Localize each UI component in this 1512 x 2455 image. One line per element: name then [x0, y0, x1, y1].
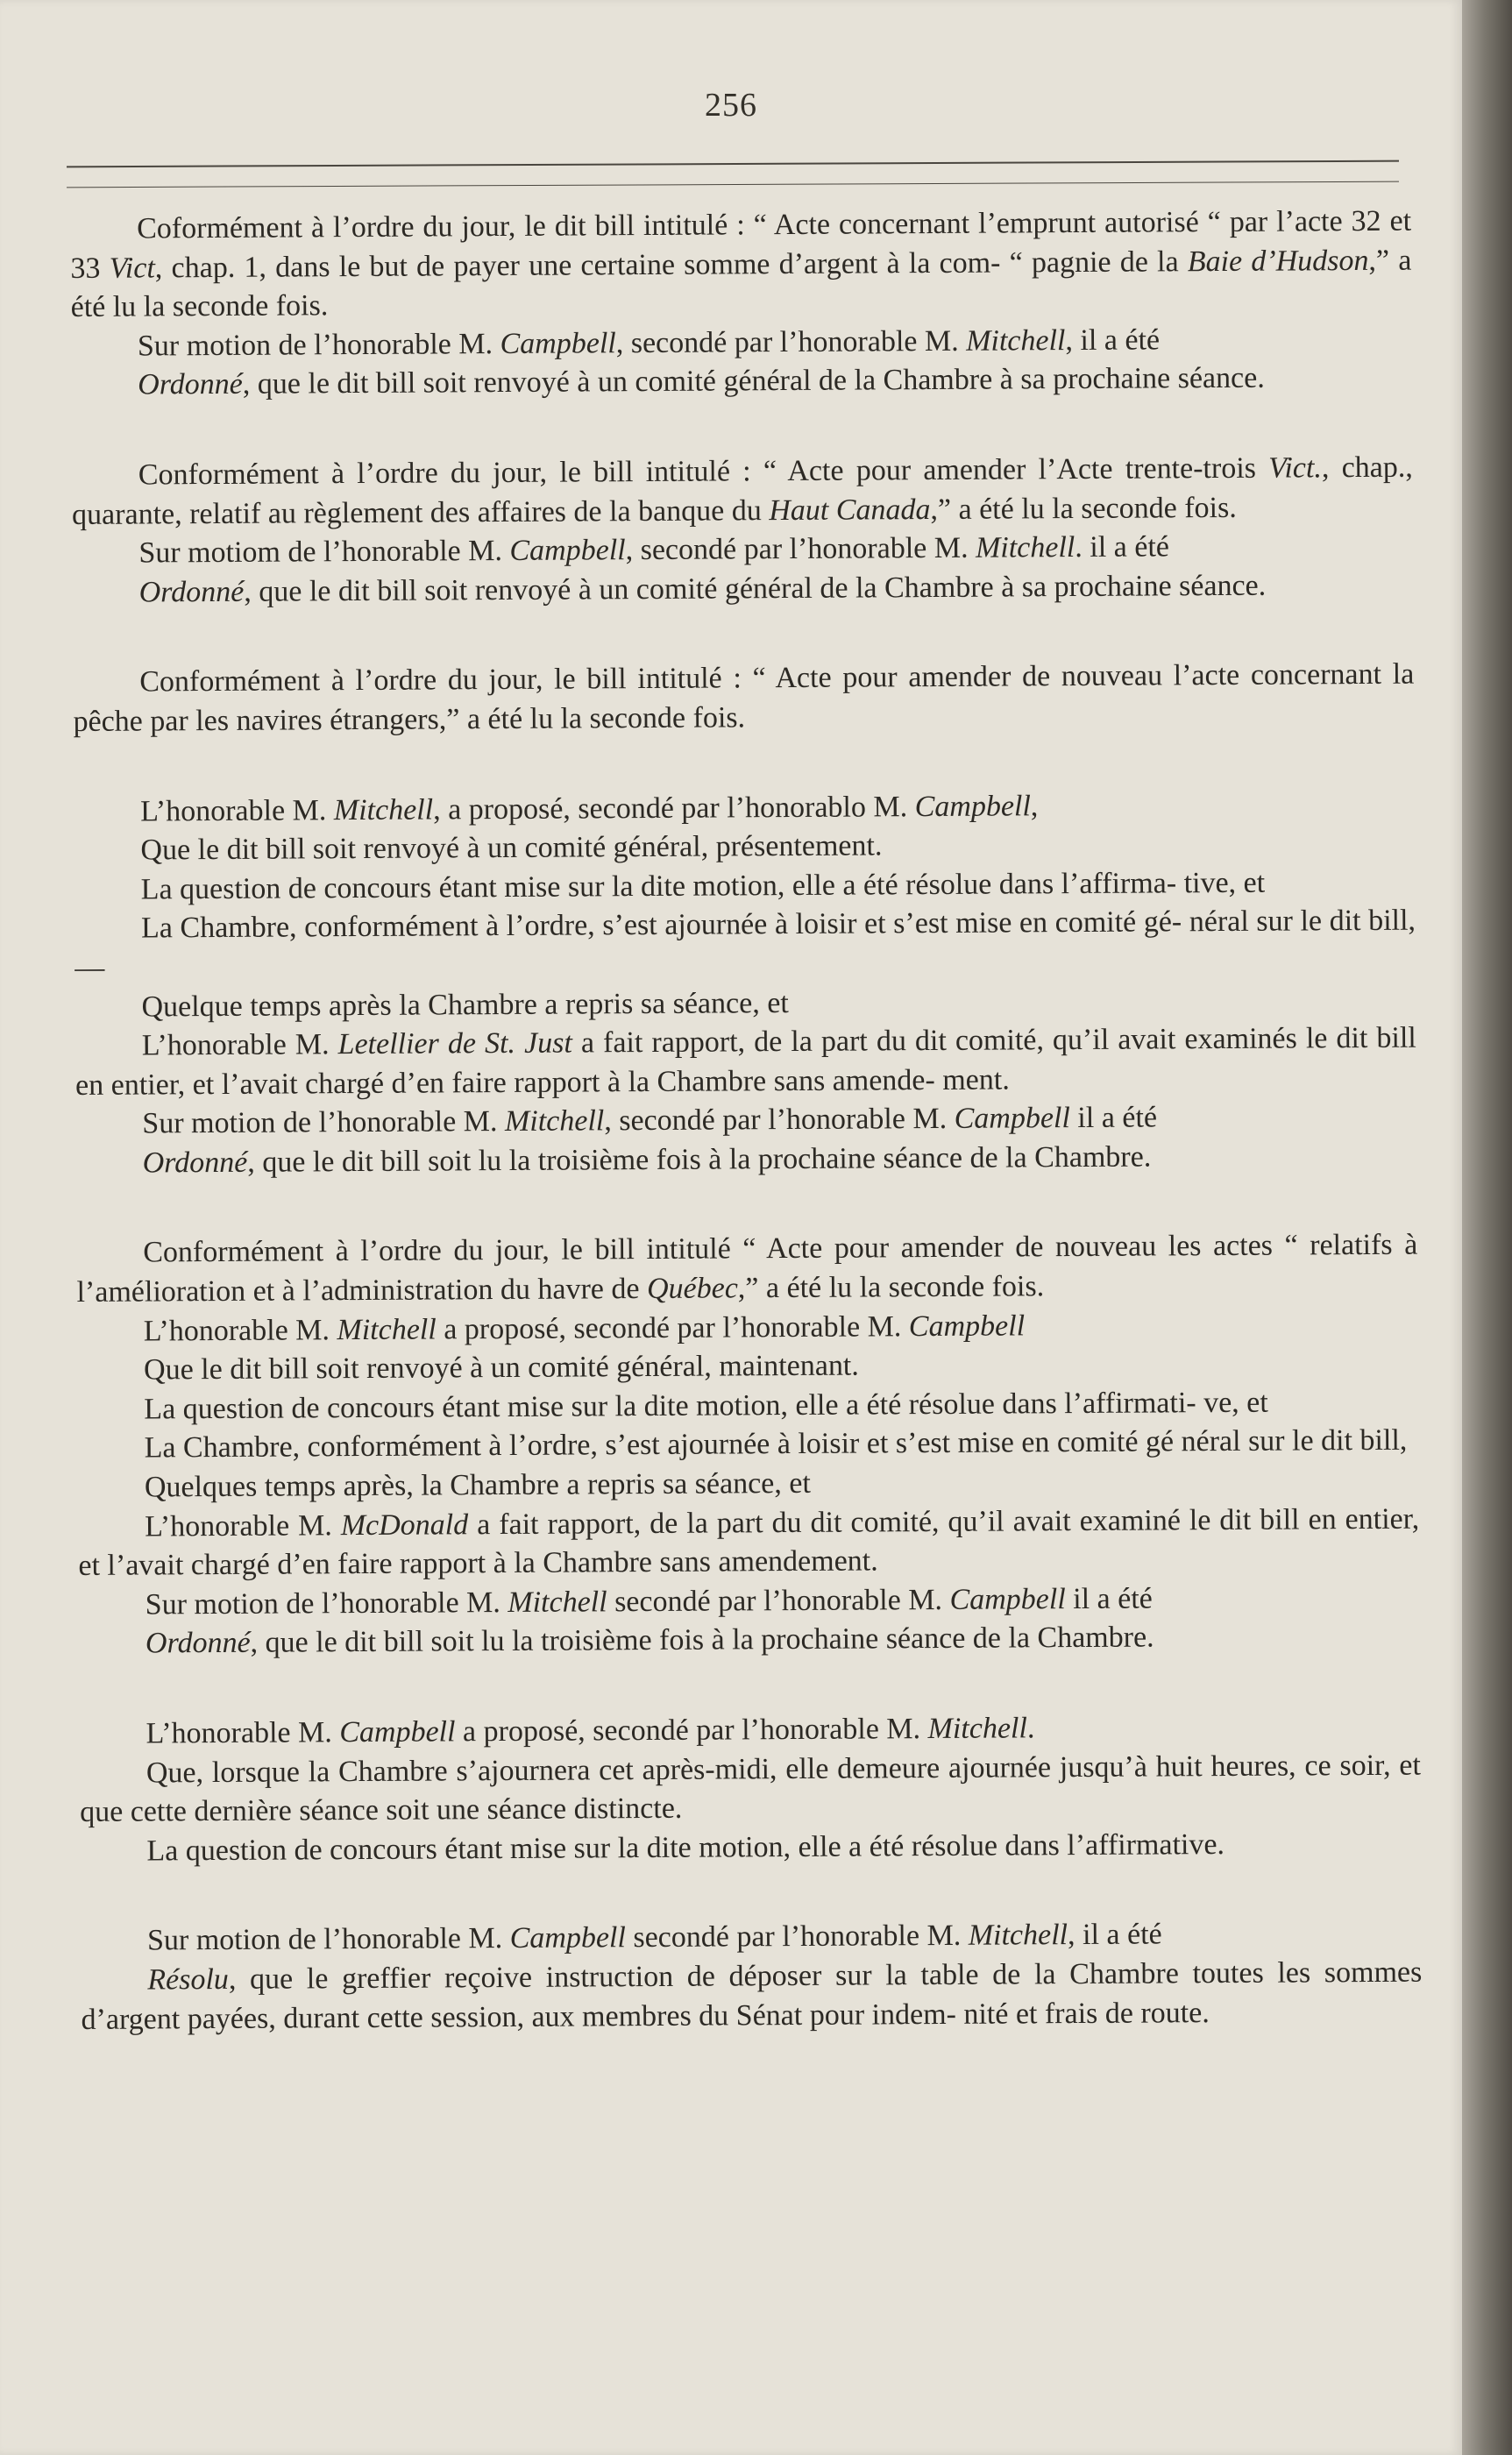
journal-entry	[70, 202, 1412, 406]
text-run: Quelque temps après la Chambre a repris sa séance, et	[141, 986, 789, 1024]
text-run: Que le dit bill soit renvoyé à un comité général, maintenant.	[143, 1349, 859, 1387]
journal-entry	[76, 1226, 1420, 1664]
italic-name: Letellier de St. Just	[337, 1026, 572, 1061]
text-run: .	[1026, 1712, 1035, 1745]
text-run: Que, lorsque la Chambre s’ajournera cet après-midi, elle demeure ajournée jusqu’à huit heures, ce soir, et que cette dernière séance soit une séance distincte.	[80, 1749, 1421, 1829]
italic-name: Campbell	[908, 1309, 1026, 1343]
italic-name: Mitchell	[333, 793, 434, 827]
italic-name: Haut Canada	[769, 493, 931, 527]
text-run: La question de concours étant mise sur la dite motion, elle a été résolue dans l’affirmative.	[146, 1827, 1225, 1868]
header-rule	[67, 160, 1399, 168]
text-run: Coformément à l’ordre du jour, le dit bill intitulé : “ Acte concernant l’emprunt autorisé “ par l’acte 32 et 33	[70, 204, 1412, 285]
text-run: L’honorable M.	[143, 1313, 337, 1348]
italic-name: Ordonné	[142, 1146, 248, 1180]
page-number: 256	[705, 87, 757, 124]
italic-name: Mitchell	[966, 323, 1066, 358]
text-run: , secondé par l’honorable M.	[604, 1103, 955, 1138]
text-run: a fait rapport, de la part du dit comité, qu’il avait examinés le dit bill en entier, et l’avait chargé d’en faire rapport à la Chambre sans amende- ment.	[75, 1021, 1416, 1102]
text-run: ,” a été lu la seconde fois.	[930, 491, 1237, 526]
text-run: , que le dit bill soit renvoyé à un comité général de la Chambre à sa prochaine séance.	[242, 362, 1265, 401]
text-run: Conformément à l’ordre du jour, le bill intitulé : “ Acte pour amender de nouveau l’acte concernant la pêche par les navires étrangers,” a été lu la seconde fois.	[73, 657, 1415, 738]
text-run: L’honorable M.	[146, 1716, 340, 1750]
paragraph	[81, 1954, 1423, 2040]
paragraph	[75, 902, 1416, 989]
text-run: Conformément à l’ordre du jour, le bill intitulé : “ Acte pour amender l’Acte trente-trois	[138, 451, 1269, 492]
text-run: La question de concours étant mise sur la dite motion, elle a été résolue dans l’affirma- tive, et	[140, 866, 1266, 906]
section-gap	[79, 1657, 1420, 1715]
section-gap	[71, 398, 1412, 457]
journal-entry	[79, 1707, 1421, 1872]
journal-entry	[73, 656, 1415, 742]
italic-name: Mitchell	[337, 1313, 437, 1346]
italic-name: Résolu	[147, 1962, 229, 1997]
italic-name: Mitchell	[968, 1919, 1068, 1953]
paragraph	[76, 1226, 1418, 1313]
text-run: Sur motion de l’honorable M.	[145, 1586, 508, 1621]
text-run: , il a été	[1067, 1918, 1162, 1952]
text-run: Sur motion de l’honorable M.	[142, 1105, 506, 1140]
section-gap	[74, 734, 1415, 792]
text-run: L’honorable M.	[141, 1028, 338, 1062]
text-run: Quelques temps après, la Chambre a repris sa séance, et	[144, 1466, 812, 1504]
italic-name: Campbell	[949, 1582, 1066, 1616]
italic-name: Vict.	[1268, 451, 1323, 485]
italic-name: Campbell	[509, 1921, 627, 1955]
italic-name: Ordonné	[138, 368, 243, 401]
italic-name: Campbell	[500, 326, 616, 360]
text-run: il a été	[1069, 1101, 1158, 1135]
italic-name: Mitchell	[508, 1586, 607, 1619]
paragraph	[78, 1500, 1420, 1586]
italic-name: McDonald	[340, 1508, 469, 1542]
paragraph	[75, 1019, 1417, 1106]
paragraph	[71, 358, 1412, 406]
text-run: Conformément à l’ordre du jour, le bill intitulé “ Acte pour amender de nouveau les actes “ relatifs à l’amélioration et à l’administration du havre de	[76, 1229, 1418, 1309]
paragraph	[77, 1422, 1418, 1469]
italic-name: Campbell	[914, 789, 1031, 823]
text-run: Sur motion de l’honorable M.	[137, 327, 500, 363]
text-run: , que le greffier reçoive instruction de déposer sur la table de la Chambre toutes les sommes d’argent payées, durant cette session, aux membres du Sénat pour indem- nité et frais de route.	[81, 1955, 1423, 2036]
text-run: L’honorable M.	[140, 793, 334, 828]
italic-name: Québec	[646, 1272, 738, 1306]
text-run: , a proposé, secondé par l’honorablo M.	[433, 790, 915, 827]
journal-body	[70, 202, 1423, 2040]
section-gap	[76, 1175, 1417, 1234]
text-run: ,” a été lu la seconde fois.	[70, 244, 1412, 324]
italic-name: Ordonné	[145, 1627, 251, 1660]
italic-name: Campbell	[954, 1102, 1070, 1136]
journal-entry	[81, 1914, 1423, 2040]
text-run: a proposé, secondé par l’honorable M.	[455, 1713, 928, 1749]
italic-name: Vict	[109, 252, 155, 285]
text-run: a fait rapport, de la part du dit comité, qu’il avait examiné le dit bill en entier, et l’avait chargé d’en faire rapport à la Chambre sans amendement.	[78, 1502, 1420, 1583]
text-run: , que le dit bill soit lu la troisième fois à la prochaine séance de la Chambre.	[250, 1621, 1154, 1660]
journal-entry	[72, 449, 1414, 614]
header-rule-thin	[67, 181, 1399, 188]
journal-entry	[74, 784, 1417, 1183]
text-run: Que le dit bill soit renvoyé à un comité général, présentement.	[140, 829, 883, 867]
text-run: , chap. 1, dans le but de payer une certaine somme d’argent à la com- “ pagnie de la	[154, 245, 1188, 285]
section-gap	[81, 1863, 1422, 1922]
paragraph	[70, 202, 1412, 328]
italic-name: Baie d’Hudson	[1187, 244, 1369, 278]
text-run: La question de concours étant mise sur la dite motion, elle a été résolue dans l’affirmati- ve, et	[144, 1386, 1268, 1426]
text-run: , secondé par l’honorable M.	[615, 324, 967, 359]
text-run: , chap., quarante, relatif au règlement des affaires de la banque du	[72, 451, 1413, 531]
text-run: ,	[1030, 789, 1039, 822]
italic-name: Mitchell	[927, 1712, 1027, 1746]
paragraph	[73, 656, 1415, 742]
text-run: , que le dit bill soit lu la troisième fois à la prochaine séance de la Chambre.	[247, 1140, 1152, 1179]
text-run: secondé par l’honorable M.	[625, 1919, 969, 1955]
text-run: , secondé par l’honorable M.	[625, 531, 976, 567]
italic-name: Campbell	[509, 534, 626, 568]
paragraph	[72, 449, 1414, 536]
text-run: il a été	[1065, 1582, 1153, 1615]
text-run: Sur motion de l’honorable M.	[146, 1922, 510, 1957]
italic-name: Mitchell	[975, 531, 1075, 564]
text-run: L’honorable M.	[145, 1508, 341, 1543]
italic-name: Campbell	[339, 1715, 456, 1749]
text-run: , que le dit bill soit renvoyé à un comité général de la Chambre à sa prochaine séance.	[244, 569, 1267, 608]
text-run: Sur motiom de l’honorable M.	[138, 535, 510, 570]
paragraph	[80, 1746, 1422, 1833]
book-spine-shadow	[1462, 0, 1512, 2455]
section-gap	[73, 605, 1414, 663]
text-run: a proposé, secondé par l’honorable M.	[436, 1309, 909, 1346]
text-run: La Chambre, conformément à l’ordre, s’est ajournée à loisir et s’est mise en comité gé- néral sur le dit bill,—	[75, 904, 1416, 984]
italic-name: Ordonné	[138, 575, 245, 609]
text-run: secondé par l’honorable M.	[607, 1583, 950, 1619]
text-run: ,” a été lu la seconde fois.	[737, 1270, 1045, 1305]
text-run: , il a été	[1065, 323, 1161, 357]
text-run: La Chambre, conformément à l’ordre, s’est ajournée à loisir et s’est mise en comité gé néral sur le dit bill,	[144, 1424, 1408, 1465]
text-run: . il a été	[1075, 530, 1170, 564]
italic-name: Mitchell	[504, 1104, 605, 1139]
